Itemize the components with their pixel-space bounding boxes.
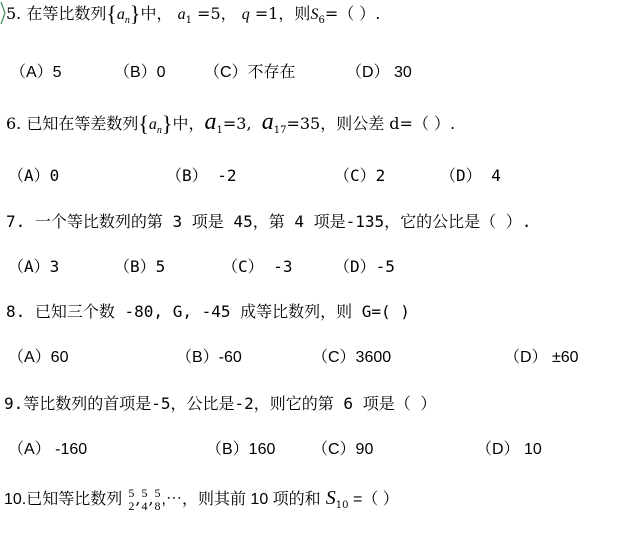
q6-option-c: （C）2 xyxy=(334,166,386,185)
q9-option-d: （D） 10 xyxy=(476,441,542,458)
question-10: 10.已知等比数列 5 2 , 5 4 , 5 8 ,⋯，则其前 10 项的和 $S_{10}$ =（ ） xyxy=(4,485,399,513)
q7-option-c: （C） -3 xyxy=(222,257,293,276)
q8-option-a: （A）60 xyxy=(8,349,69,366)
q8-option-c: （C）3600 xyxy=(312,349,392,366)
q10-fraction-2: 5 4 xyxy=(141,485,148,513)
q5-option-b: （B）0 xyxy=(114,64,166,81)
question-6: 6. 已知在等差数列$\{a_n\}$中，$a_1=3$, $a_{17}=35$，则公差 d=（ ）. xyxy=(6,109,456,136)
q10-fraction-1: 5 2 xyxy=(128,485,135,513)
q5-option-d: （D） 30 xyxy=(346,64,412,81)
q10-fraction-3: 5 8 xyxy=(154,485,161,513)
q8-option-d: （D） ±60 xyxy=(504,349,579,366)
q6-option-a: （A）0 xyxy=(8,166,60,185)
question-5: 5. 在等比数列$\{a_n\}$中， $a_1 =5$， q =1，则$S_6=$（ ）. xyxy=(6,1,381,26)
question-8: 8. 已知三个数 -80, G, -45 成等比数列，则 G=( ) xyxy=(6,302,410,321)
q9-option-b: （B）160 xyxy=(206,441,276,458)
q5-option-a: （A）5 xyxy=(10,64,62,81)
q9-option-a: （A） -160 xyxy=(8,441,88,458)
q6-option-b: （B） -2 xyxy=(166,166,237,185)
question-7: 7. 一个等比数列的第 3 项是 45，第 4 项是-135，它的公比是（ ）. xyxy=(6,212,532,231)
q5-lead: 5. 在等比数列 xyxy=(6,4,107,23)
q7-option-a: （A）3 xyxy=(8,257,60,276)
q7-option-b: （B）5 xyxy=(114,257,166,276)
q5-option-c: （C）不存在 xyxy=(204,64,296,81)
q6-option-d: （D） 4 xyxy=(440,166,501,185)
q8-option-b: （B）-60 xyxy=(176,349,242,366)
question-9: 9.等比数列的首项是-5，公比是-2，则它的第 6 项是（ ） xyxy=(4,394,437,413)
q7-option-d: （D）-5 xyxy=(334,257,395,276)
q9-option-c: （C）90 xyxy=(312,441,374,458)
q5-seq-var: a xyxy=(116,6,125,23)
